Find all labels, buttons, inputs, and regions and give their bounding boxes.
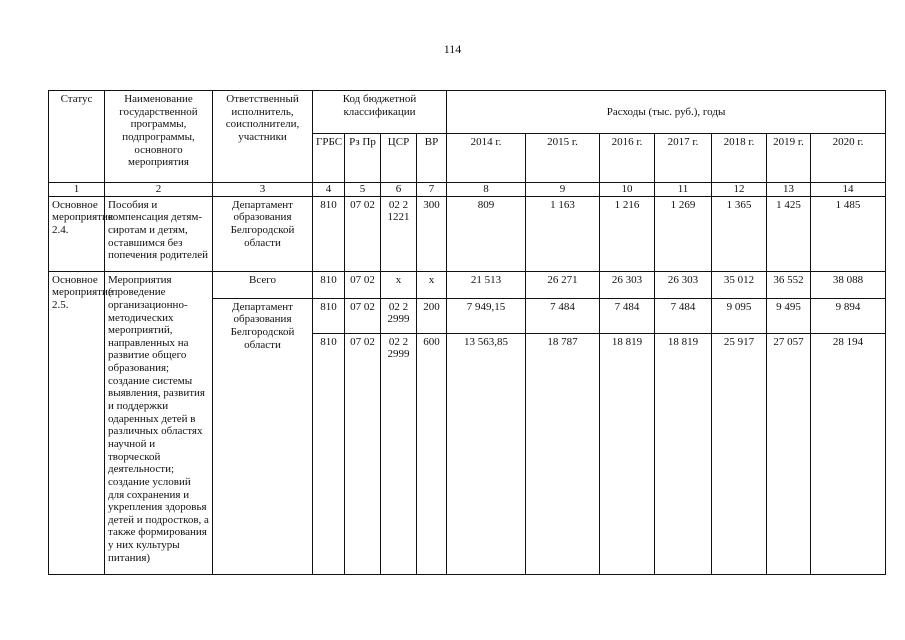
column-number: 8 xyxy=(447,183,526,197)
value-cell: 1 425 xyxy=(767,196,811,271)
rzpr-cell: 07 02 xyxy=(345,298,381,333)
value-cell: 26 303 xyxy=(600,271,655,298)
value-cell: 9 495 xyxy=(767,298,811,333)
csr-cell: х xyxy=(381,271,417,298)
header-year-2015: 2015 г. xyxy=(526,134,600,183)
status-cell: Основное мероприятие 2.5. xyxy=(49,271,105,574)
value-cell: 36 552 xyxy=(767,271,811,298)
vr-cell: х xyxy=(417,271,447,298)
rzpr-cell: 07 02 xyxy=(345,271,381,298)
column-number: 13 xyxy=(767,183,811,197)
column-number-row xyxy=(49,183,886,197)
header-year-2016: 2016 г. xyxy=(600,134,655,183)
value-cell: 1 365 xyxy=(712,196,767,271)
header-year-2017: 2017 г. xyxy=(655,134,712,183)
header-grbs: ГРБС xyxy=(313,134,345,183)
value-cell: 26 271 xyxy=(526,271,600,298)
vr-cell: 200 xyxy=(417,298,447,333)
value-cell: 7 484 xyxy=(526,298,600,333)
column-number: 5 xyxy=(345,183,381,197)
responsible-cell: Департамент образования Белгородской области xyxy=(213,196,313,271)
table-row xyxy=(49,196,886,271)
value-cell: 26 303 xyxy=(655,271,712,298)
header-year-2018: 2018 г. xyxy=(712,134,767,183)
value-cell: 809 xyxy=(447,196,526,271)
rzpr-cell: 07 02 xyxy=(345,196,381,271)
column-number: 14 xyxy=(811,183,886,197)
column-number: 12 xyxy=(712,183,767,197)
page-number: 114 xyxy=(443,42,462,56)
column-number: 11 xyxy=(655,183,712,197)
header-row-top xyxy=(49,91,886,134)
value-cell: 18 819 xyxy=(655,333,712,574)
responsible-cell: Департамент образования Белгородской области xyxy=(213,298,313,574)
value-cell: 38 088 xyxy=(811,271,886,298)
column-number: 4 xyxy=(313,183,345,197)
grbs-cell: 810 xyxy=(313,298,345,333)
value-cell: 1 269 xyxy=(655,196,712,271)
column-number: 10 xyxy=(600,183,655,197)
value-cell: 18 787 xyxy=(526,333,600,574)
header-name: Наименование государственной программы, подпрограммы, основного мероприятия xyxy=(105,91,213,183)
column-number: 9 xyxy=(526,183,600,197)
header-budget-code: Код бюджетной классификации xyxy=(313,91,447,134)
value-cell: 9 894 xyxy=(811,298,886,333)
value-cell: 1 485 xyxy=(811,196,886,271)
value-cell: 1 216 xyxy=(600,196,655,271)
name-cell: Пособия и компенсация детям-сиротам и детям, оставшимся без попечения родителей xyxy=(105,196,213,271)
value-cell: 27 057 xyxy=(767,333,811,574)
column-number: 2 xyxy=(105,183,213,197)
csr-cell: 02 2 2999 xyxy=(381,333,417,574)
grbs-cell: 810 xyxy=(313,333,345,574)
header-csr: ЦСР xyxy=(381,134,417,183)
column-number: 3 xyxy=(213,183,313,197)
value-cell: 35 012 xyxy=(712,271,767,298)
value-cell: 9 095 xyxy=(712,298,767,333)
value-cell: 13 563,85 xyxy=(447,333,526,574)
value-cell: 18 819 xyxy=(600,333,655,574)
column-number: 1 xyxy=(49,183,105,197)
header-rzpr: Рз Пр xyxy=(345,134,381,183)
header-year-2020: 2020 г. xyxy=(811,134,886,183)
vr-cell: 600 xyxy=(417,333,447,574)
header-year-2019: 2019 г. xyxy=(767,134,811,183)
value-cell: 7 949,15 xyxy=(447,298,526,333)
header-vr: ВР xyxy=(417,134,447,183)
vr-cell: 300 xyxy=(417,196,447,271)
table-row xyxy=(49,271,886,298)
header-year-2014: 2014 г. xyxy=(447,134,526,183)
grbs-cell: 810 xyxy=(313,271,345,298)
column-number: 7 xyxy=(417,183,447,197)
value-cell: 7 484 xyxy=(655,298,712,333)
csr-cell: 02 2 2999 xyxy=(381,298,417,333)
value-cell: 21 513 xyxy=(447,271,526,298)
csr-cell: 02 2 1221 xyxy=(381,196,417,271)
header-status: Статус xyxy=(49,91,105,183)
value-cell: 7 484 xyxy=(600,298,655,333)
rzpr-cell: 07 02 xyxy=(345,333,381,574)
value-cell: 1 163 xyxy=(526,196,600,271)
value-cell: 25 917 xyxy=(712,333,767,574)
header-responsible: Ответственный исполнитель, соисполнители, участники xyxy=(213,91,313,183)
budget-table xyxy=(48,90,886,575)
responsible-cell: Всего xyxy=(213,271,313,298)
name-cell: Мероприятия (проведение организационно-методических мероприятий, направленных на развитие общего образования; создание системы выявления, развития и поддержки одаренных детей в различных областях научной и творческой деятельности; создание условий для сохранения и укрепления здоровья детей и подростков, а также формирования у них культуры питания) xyxy=(105,271,213,574)
grbs-cell: 810 xyxy=(313,196,345,271)
header-expenses: Расходы (тыс. руб.), годы xyxy=(447,91,886,134)
column-number: 6 xyxy=(381,183,417,197)
status-cell: Основное мероприятие 2.4. xyxy=(49,196,105,271)
value-cell: 28 194 xyxy=(811,333,886,574)
